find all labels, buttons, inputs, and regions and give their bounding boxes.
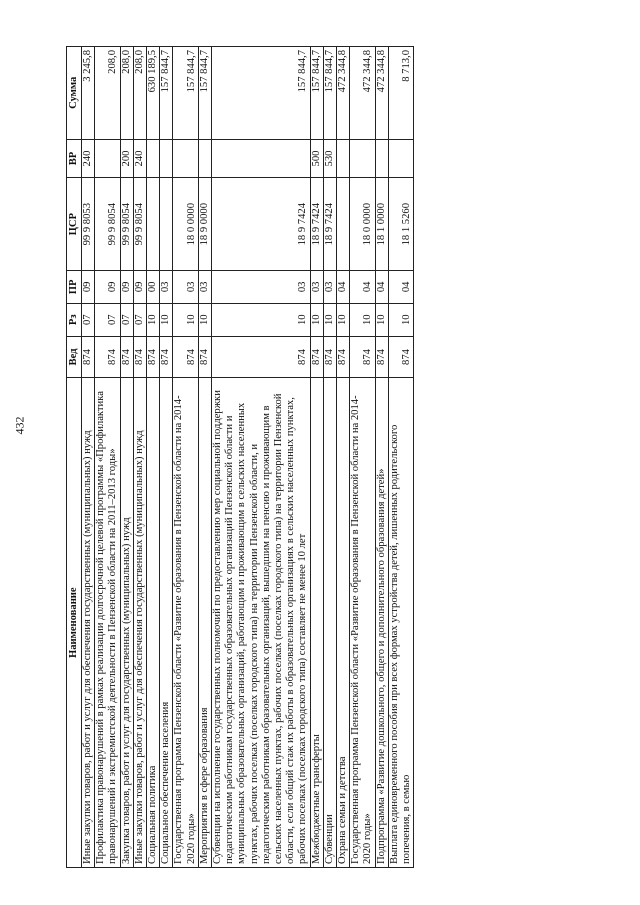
cell-vr <box>198 139 211 178</box>
table-row <box>310 47 323 868</box>
header-name: Наименование <box>67 378 82 868</box>
cell-name: Иные закупки товаров, работ и услуг для обеспечения государственных (муниципальных) нужд <box>82 378 95 868</box>
budget-table <box>66 46 414 868</box>
cell-sum: 8 713,0 <box>388 47 413 140</box>
cell-sum: 472 344,8 <box>337 47 350 140</box>
cell-name: Межбюджетные трансферты <box>310 378 323 868</box>
cell-vr <box>147 139 160 178</box>
cell-sum: 472 344,8 <box>375 47 388 140</box>
cell-pr: 00 <box>147 270 160 303</box>
cell-ved: 874 <box>82 336 95 378</box>
table-row <box>173 47 198 868</box>
table-row <box>212 47 311 868</box>
cell-pr: 03 <box>198 270 211 303</box>
cell-pr: 04 <box>388 270 413 303</box>
cell-rz: 10 <box>375 303 388 336</box>
cell-pr: 03 <box>212 270 311 303</box>
cell-vr <box>95 139 120 178</box>
header-pr: ПР <box>67 270 82 303</box>
cell-csr: 18 0 0000 <box>350 178 375 271</box>
cell-vr <box>388 139 413 178</box>
table-header-row <box>67 47 82 868</box>
cell-vr: 500 <box>310 139 323 178</box>
cell-csr: 99 9 8054 <box>120 178 133 271</box>
cell-vr: 240 <box>133 139 146 178</box>
cell-ved: 874 <box>388 336 413 378</box>
cell-ved: 874 <box>147 336 160 378</box>
header-csr: ЦСР <box>67 178 82 271</box>
table-row <box>350 47 375 868</box>
cell-name: Охрана семьи и детства <box>337 378 350 868</box>
cell-csr: 18 9 7424 <box>212 178 311 271</box>
cell-ved: 874 <box>323 336 336 378</box>
cell-csr: 18 9 7424 <box>323 178 336 271</box>
cell-csr: 18 1 5260 <box>388 178 413 271</box>
cell-vr: 530 <box>323 139 336 178</box>
cell-csr: 18 1 0000 <box>375 178 388 271</box>
cell-sum: 157 844,7 <box>323 47 336 140</box>
cell-pr: 09 <box>95 270 120 303</box>
cell-pr: 03 <box>173 270 198 303</box>
table-row <box>133 47 146 868</box>
cell-name: Государственная программа Пензенской области «Развитие образования в Пензенской области на 2014-2020 годы» <box>350 378 375 868</box>
cell-csr: 18 9 7424 <box>310 178 323 271</box>
cell-csr: 18 9 0000 <box>198 178 211 271</box>
cell-pr: 03 <box>160 270 173 303</box>
cell-rz: 07 <box>82 303 95 336</box>
cell-sum: 157 844,7 <box>212 47 311 140</box>
cell-pr: 09 <box>133 270 146 303</box>
cell-name: Выплата единовременного пособия при всех формах устройства детей, лишенных родительского попечения, в семью <box>388 378 413 868</box>
cell-sum: 630 189,5 <box>147 47 160 140</box>
cell-sum: 208,0 <box>133 47 146 140</box>
cell-pr: 04 <box>375 270 388 303</box>
cell-name: Государственная программа Пензенской области «Развитие образования в Пензенской области на 2014-2020 годы» <box>173 378 198 868</box>
cell-rz: 07 <box>120 303 133 336</box>
table-row <box>160 47 173 868</box>
cell-name: Профилактика правонарушений в рамках реализации долгосрочной целевой программы «Профилактика правонарушений и экстремистской деятельности в Пензенской области на 2011–2013 годы» <box>95 378 120 868</box>
cell-csr: 99 9 8054 <box>133 178 146 271</box>
header-rz: Рз <box>67 303 82 336</box>
rotated-page <box>66 46 414 868</box>
table-row <box>337 47 350 868</box>
cell-vr <box>173 139 198 178</box>
cell-sum: 157 844,7 <box>173 47 198 140</box>
cell-name: Закупка товаров, работ и услуг для государственных (муниципальных) нужд <box>120 378 133 868</box>
cell-rz: 07 <box>133 303 146 336</box>
cell-csr: 99 9 8054 <box>95 178 120 271</box>
cell-csr: 18 0 0000 <box>173 178 198 271</box>
cell-rz: 10 <box>337 303 350 336</box>
cell-ved: 874 <box>337 336 350 378</box>
header-sum: Сумма <box>67 47 82 140</box>
table-row <box>95 47 120 868</box>
cell-ved: 874 <box>95 336 120 378</box>
cell-csr <box>147 178 160 271</box>
cell-name: Социальная политика <box>147 378 160 868</box>
cell-sum: 472 344,8 <box>350 47 375 140</box>
cell-ved: 874 <box>198 336 211 378</box>
cell-name: Иные закупки товаров, работ и услуг для обеспечения государственных (муниципальных) нужд <box>133 378 146 868</box>
cell-rz: 10 <box>350 303 375 336</box>
cell-name: Мероприятия в сфере образования <box>198 378 211 868</box>
cell-csr <box>337 178 350 271</box>
cell-pr: 04 <box>337 270 350 303</box>
cell-vr <box>212 139 311 178</box>
cell-name: Подпрограмма «Развитие дошкольного, общего и дополнительного образования детей» <box>375 378 388 868</box>
cell-rz: 07 <box>95 303 120 336</box>
cell-vr <box>337 139 350 178</box>
cell-rz: 10 <box>147 303 160 336</box>
cell-rz: 10 <box>388 303 413 336</box>
table-row <box>120 47 133 868</box>
cell-rz: 10 <box>212 303 311 336</box>
cell-csr <box>160 178 173 271</box>
table-row <box>82 47 95 868</box>
cell-sum: 157 844,7 <box>198 47 211 140</box>
table-row <box>323 47 336 868</box>
cell-ved: 874 <box>375 336 388 378</box>
cell-pr: 03 <box>323 270 336 303</box>
cell-vr <box>350 139 375 178</box>
cell-name: Социальное обеспечение населения <box>160 378 173 868</box>
cell-ved: 874 <box>212 336 311 378</box>
table-row <box>375 47 388 868</box>
cell-sum: 157 844,7 <box>160 47 173 140</box>
cell-sum: 208,0 <box>120 47 133 140</box>
page-number: 432 <box>12 416 27 435</box>
table-row <box>198 47 211 868</box>
cell-vr <box>160 139 173 178</box>
cell-rz: 10 <box>173 303 198 336</box>
cell-rz: 10 <box>310 303 323 336</box>
cell-rz: 10 <box>198 303 211 336</box>
header-ved: Вед <box>67 336 82 378</box>
header-vr: ВР <box>67 139 82 178</box>
cell-sum: 157 844,7 <box>310 47 323 140</box>
cell-ved: 874 <box>173 336 198 378</box>
table-row <box>147 47 160 868</box>
cell-name: Субвенции на исполнение государственных полномочий по предоставлению мер социальной поддержки педагогическим работникам государственных образовательных организаций Пензенской области и муниципальных образовательных организаций, работающим и проживающим в сельских населенных пунктах, рабочих поселках (поселках городского типа) на территории Пензенской области, и педагогическим работникам образовательных организаций, вышедшим на пенсию и проживающим в сельских населенных пунктах, рабочих поселках (поселках городского типа) на территории Пензенской области, если общий стаж их работы в образовательных организациях в сельских населенных пунктах, рабочих поселках (поселках городского типа) составляет не менее 10 лет <box>212 378 311 868</box>
table-row <box>388 47 413 868</box>
cell-pr: 03 <box>310 270 323 303</box>
cell-pr: 04 <box>350 270 375 303</box>
cell-sum: 208,0 <box>95 47 120 140</box>
cell-vr: 240 <box>82 139 95 178</box>
cell-ved: 874 <box>350 336 375 378</box>
cell-ved: 874 <box>160 336 173 378</box>
cell-ved: 874 <box>120 336 133 378</box>
cell-csr: 99 9 8053 <box>82 178 95 271</box>
cell-ved: 874 <box>133 336 146 378</box>
cell-ved: 874 <box>310 336 323 378</box>
cell-vr <box>375 139 388 178</box>
cell-pr: 09 <box>120 270 133 303</box>
cell-name: Субвенции <box>323 378 336 868</box>
cell-rz: 10 <box>160 303 173 336</box>
cell-rz: 10 <box>323 303 336 336</box>
cell-sum: 3 245,8 <box>82 47 95 140</box>
cell-vr: 200 <box>120 139 133 178</box>
cell-pr: 09 <box>82 270 95 303</box>
